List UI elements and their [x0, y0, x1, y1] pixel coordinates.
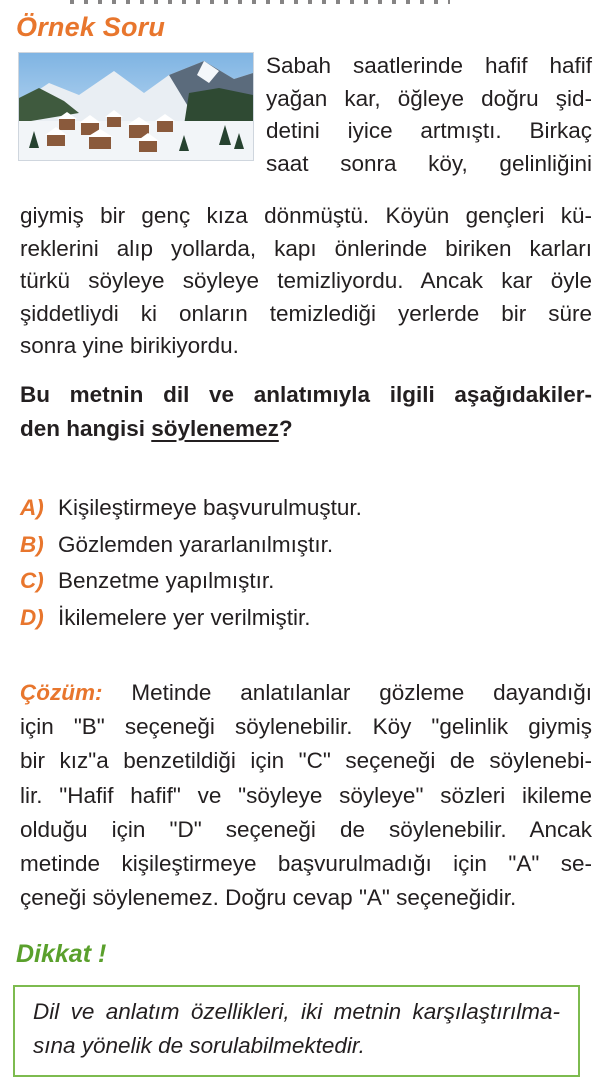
- solution-line: [20, 676, 592, 710]
- option-b[interactable]: [20, 527, 362, 564]
- option-d[interactable]: [20, 600, 362, 637]
- attention-line: sına yönelik de sorulabilmektedir.: [33, 1033, 365, 1058]
- option-text: Benzetme yapılmıştır.: [58, 568, 275, 593]
- solution-line: için "B" seçeneği söylenebilir. Köy "gelinlik giymiş: [20, 714, 592, 740]
- option-a[interactable]: [20, 490, 362, 527]
- solution-label: Çözüm:: [20, 680, 103, 705]
- solution-line: lir. "Hafif hafif" ve "söyleye söyleye" sözleri ikileme: [20, 782, 592, 808]
- intro-line: saat sonra köy, gelinliğini: [266, 150, 592, 176]
- solution-text: [20, 676, 592, 915]
- option-letter: A): [20, 495, 44, 520]
- option-letter: D): [20, 604, 44, 630]
- intro-line: yağan kar, öğleye doğru şid-: [266, 85, 592, 111]
- body-line: giymiş bir genç kıza dönmüştü. Köyün gençleri kü-: [20, 203, 592, 228]
- question-mark: ?: [278, 416, 293, 441]
- body-line: reklerini alıp yollarda, kapı önlerinde biriken karları: [20, 235, 592, 261]
- attention-box: [13, 985, 580, 1077]
- option-c[interactable]: [20, 563, 362, 600]
- solution-line: olduğu için "D" seçeneği de söylenebilir. Ancak: [20, 816, 592, 842]
- solution-first-line: Metinde anlatılanlar gözleme dayandığı: [102, 680, 592, 705]
- example-text-intro: [266, 50, 592, 180]
- intro-line: Sabah saatlerinde hafif hafif: [266, 53, 592, 78]
- example-text-body: [20, 200, 592, 363]
- body-line: şiddetliydi ki onların temizlediği yerlerde bir süre: [20, 300, 592, 326]
- option-text: Gözlemden yararlanılmıştır.: [58, 531, 334, 557]
- solution-line: metinde kişileştirmeye başvurulmadığı için "A" se-: [20, 851, 592, 877]
- solution-line: çeneği söylenemez. Doğru cevap "A" seçeneğidir.: [20, 885, 517, 911]
- answer-options: [20, 490, 362, 636]
- option-letter: C): [20, 568, 44, 593]
- option-letter: B): [20, 531, 44, 557]
- body-line: sonra yine birikiyordu.: [20, 333, 239, 358]
- question-underlined-word: söylenemez: [151, 416, 279, 441]
- question-line: Bu metnin dil ve anlatımıyla ilgili aşağıdakiler-: [20, 382, 592, 407]
- attention-line: Dil ve anlatım özellikleri, iki metnin karşılaştırılma-: [33, 999, 560, 1024]
- solution-line: bir kız"a benzetildiği için "C" seçeneği de söylenebi-: [20, 748, 592, 774]
- example-heading: Örnek Soru: [16, 12, 166, 42]
- body-line: türkü söyleye söyleye temizliyordu. Ancak kar öyle: [20, 268, 592, 293]
- option-text: Kişileştirmeye başvurulmuştur.: [58, 495, 362, 520]
- attention-heading: Dikkat !: [16, 940, 107, 968]
- snowy-village-photo: [18, 52, 254, 161]
- question-line: [20, 412, 592, 446]
- question-stem: [20, 378, 592, 446]
- option-text: İkilemelere yer verilmiştir.: [58, 604, 311, 630]
- intro-line: detini iyice artmıştı. Birkaç: [266, 118, 592, 143]
- question-prefix: den hangisi: [20, 416, 152, 441]
- cut-off-text-line: [70, 0, 450, 4]
